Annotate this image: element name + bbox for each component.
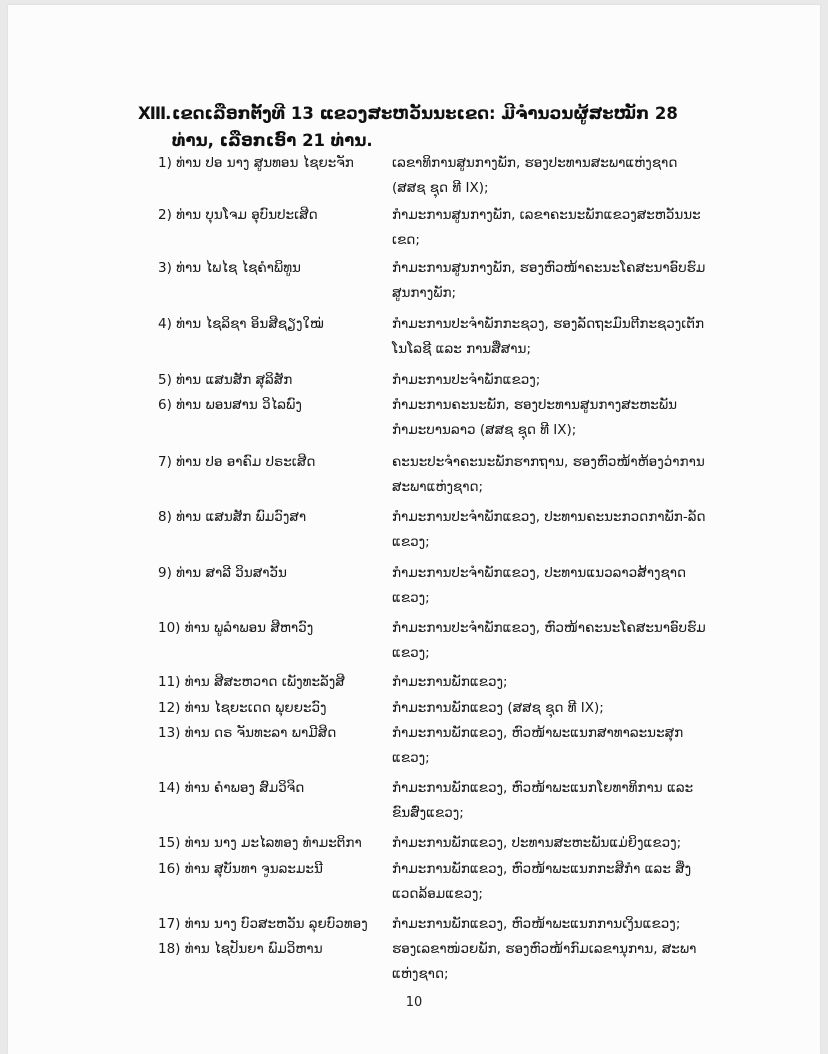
candidate-name: 12) ທ່ານ ໄຊຍະເດດ ພຸຍຍະວົງ [158, 700, 327, 716]
candidate-row [158, 505, 718, 561]
candidate-role: ກຳມະການຄະນະພັກ, ຮອງປະທານສູນກາງສະຫະພັນກຳມະບານລາວ (ສສຊ ຊຸດ ທີ IX); [392, 397, 677, 438]
candidate-name: 1) ທ່ານ ປອ ນາງ ສູນທອນ ໄຊຍະຈັກ [158, 155, 354, 171]
candidate-row [158, 776, 718, 831]
candidate-role: ຮອງເລຂາໜ່ວຍພັກ, ຮອງຫົວໜ້າກົມເລຂານຸການ, ສະພາແຫ່ງຊາດ; [392, 941, 697, 982]
candidate-name: 3) ທ່ານ ໄພໄຊ ໄຊຄຳພິທູນ [158, 260, 301, 276]
candidate-name: 14) ທ່ານ ຄຳພອງ ສົມວິຈິດ [158, 780, 305, 796]
candidate-row [158, 312, 718, 368]
candidate-name: 11) ທ່ານ ສີສະຫວາດ ເພັງທະລັງສີ [158, 674, 345, 690]
candidate-role: ກຳມະການປະຈຳພັກແຂວງ, ຫົວໜ້າຄະນະໂຄສະນາອົບຮົມແຂວງ; [392, 620, 706, 661]
candidate-row [158, 721, 718, 776]
candidate-name: 4) ທ່ານ ໄຊລິຊາ ອິນສີຊຽງໃໝ່ [158, 316, 324, 332]
candidate-role: ກຳມະການສູນກາງພັກ, ຮອງຫົວໜ້າຄະນະໂຄສະນາອົບຮົມສູນກາງພັກ; [392, 260, 706, 301]
document-page [8, 5, 820, 1054]
candidate-name: 6) ທ່ານ ພອນສານ ວິໄລພົງ [158, 397, 302, 413]
section-heading [138, 100, 718, 154]
section-title: ເຂດເລືອກຕັ້ງທີ 13 ແຂວງສະຫວັນນະເຂດ: ມີຈຳນວນຜູ້ສະໝັກ 28 ທ່ານ, ເລືອກເອົາ 21 ທ່ານ. [172, 104, 678, 150]
candidate-row [158, 696, 718, 721]
candidate-role: ຄະນະປະຈຳຄະນະພັກຮາກຖານ, ຮອງຫົວໜ້າຫ້ອງວ່າການສະພາແຫ່ງຊາດ; [392, 454, 705, 495]
candidate-row [158, 937, 718, 989]
candidate-role: ກຳມະການປະຈຳພັກແຂວງ; [392, 372, 541, 388]
candidate-row [158, 203, 718, 256]
candidate-role: ກຳມະການພັກແຂວງ; [392, 674, 508, 690]
candidate-row [158, 151, 718, 203]
candidate-role: ກຳມະການພັກແຂວງ, ຫົວໜ້າພະແນກໂຍທາທິການ ແລະ ຂົນສົ່ງແຂວງ; [392, 780, 694, 821]
candidate-name: 18) ທ່ານ ໄຊປັນຍາ ພົມວິຫານ [158, 941, 323, 957]
candidate-role: ກຳມະການປະຈຳພັກກະຊວງ, ຮອງລັດຖະມົນຕີກະຊວງເຕັກໂນໂລຊີ ແລະ ການສື່ສານ; [392, 316, 705, 357]
candidate-name: 15) ທ່ານ ນາງ ມະໄລທອງ ທຳມະຕິກາ [158, 835, 362, 851]
candidate-name: 7) ທ່ານ ປອ ອາຄົມ ປຣະເສີດ [158, 454, 316, 470]
candidate-role: ກຳມະການພັກແຂວງ, ຫົວໜ້າພະແນກການເງິນແຂວງ; [392, 916, 681, 932]
candidate-role: ກຳມະການປະຈຳພັກແຂວງ, ປະທານຄະນະກວດກາພັກ-ລັດແຂວງ; [392, 509, 706, 550]
candidate-name: 9) ທ່ານ ສາລີ ວິນສາວັນ [158, 565, 287, 581]
candidate-name: 10) ທ່ານ ພູລຳພອນ ສີຫາວົງ [158, 620, 314, 636]
candidate-name: 2) ທ່ານ ບຸນໂຈມ ອຸບົນປະເສີດ [158, 207, 318, 223]
candidate-row [158, 256, 718, 312]
candidate-row [158, 912, 718, 937]
candidate-role: ເລຂາທິການສູນກາງພັກ, ຮອງປະທານສະພາແຫ່ງຊາດ (ສສຊ ຊຸດ ທີ IX); [392, 155, 678, 196]
candidate-row [158, 393, 718, 450]
candidate-row [158, 561, 718, 616]
candidate-role: ກຳມະການສູນກາງພັກ, ເລຂາຄະນະພັກແຂວງສະຫວັນນະເຂດ; [392, 207, 701, 248]
section-numeral: XIII. [138, 104, 171, 123]
page-number: 10 [405, 995, 423, 1010]
candidate-role: ກຳມະການປະຈຳພັກແຂວງ, ປະທານແນວລາວສ້າງຊາດແຂວງ; [392, 565, 687, 606]
candidate-row [158, 368, 718, 393]
candidate-name: 13) ທ່ານ ດຣ ຈັນທະລາ ພາມີສິດ [158, 725, 337, 741]
candidate-role: ກຳມະການພັກແຂວງ (ສສຊ ຊຸດ ທີ IX); [392, 700, 604, 716]
candidate-role: ກຳມະການພັກແຂວງ, ຫົວໜ້າພະແນກສາທາລະນະສຸກແຂວງ; [392, 725, 684, 766]
candidate-name: 8) ທ່ານ ແສນສັກ ພົມວົງສາ [158, 509, 307, 525]
candidate-name: 16) ທ່ານ ສຸບັນທາ ຈູນລະມະນີ [158, 861, 323, 877]
candidate-role: ກຳມະການພັກແຂວງ, ປະທານສະຫະພັນແມ່ຍິງແຂວງ; [392, 835, 682, 851]
candidate-role: ກຳມະການພັກແຂວງ, ຫົວໜ້າພະແນກກະສິກຳ ແລະ ສິ່ງ ແວດລ້ອມແຂວງ; [392, 861, 692, 902]
candidate-row [158, 831, 718, 857]
candidate-name: 17) ທ່ານ ນາງ ບົວສະຫວັນ ລຸຍບົວທອງ [158, 916, 368, 932]
candidate-row [158, 670, 718, 696]
candidate-row [158, 857, 718, 912]
candidate-row [158, 616, 718, 670]
candidate-row [158, 450, 718, 505]
candidate-name: 5) ທ່ານ ແສນສັກ ສຸລິສັກ [158, 372, 293, 388]
candidate-list [158, 151, 718, 989]
